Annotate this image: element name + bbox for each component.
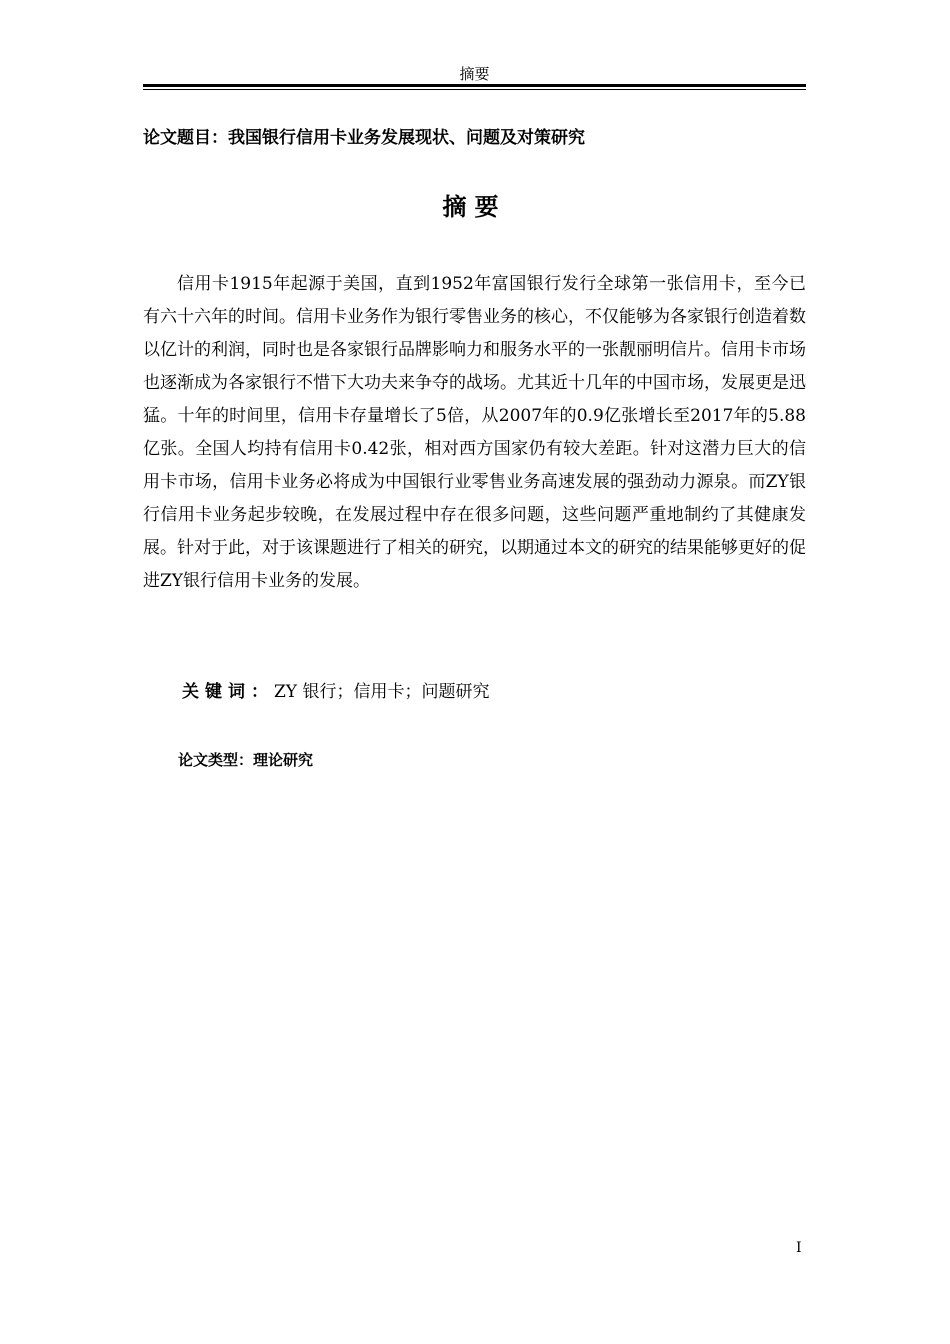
keywords-text: ZY 银行；信用卡；问题研究 (274, 682, 490, 702)
thesis-type-line (178, 748, 313, 772)
thesis-title-label: 论文题目： (143, 128, 228, 148)
header-rule-thin (143, 89, 806, 90)
thesis-type-text: 理论研究 (253, 751, 314, 769)
abstract-heading: 摘要 (442, 192, 507, 221)
abstract-body: 信用卡1915年起源于美国，直到1952年富国银行发行全球第一张信用卡，至今已有六十六年的时间。信用卡业务作为银行零售业务的核心，不仅能够为各家银行创造着数以亿计的利润，同时也是各家银行品牌影响力和服务水平的一张靓丽明信片。信用卡市场也逐渐成为各家银行不惜下大功夫来争夺的战场。尤其近十几年的中国市场，发展更是迅猛。十年的时间里，信用卡存量增长了5倍，从2007年的0.9亿张增长至2017年的5.88亿张。全国人均持有信用卡0.42张，相对西方国家仍有较大差距。针对这潜力巨大的信用卡市场，信用卡业务必将成为中国银行业零售业务高速发展的强劲动力源泉。而ZY银行信用卡业务起步较晚，在发展过程中存在很多问题，这些问题严重地制约了其健康发展。针对于此，对于该课题进行了相关的研究，以期通过本文的研究的结果能够更好的促进ZY银行信用卡业务的发展。 (143, 274, 806, 591)
page-number: I (796, 1240, 802, 1256)
thesis-title-text: 我国银行信用卡业务发展现状、问题及对策研究 (228, 128, 585, 148)
header-rule-thick (143, 84, 806, 87)
running-header: 摘要 (459, 65, 490, 83)
keywords-label: 关键词： (182, 682, 274, 702)
thesis-title-line (143, 126, 585, 150)
keywords-line (182, 676, 489, 709)
thesis-type-label: 论文类型： (178, 751, 254, 769)
